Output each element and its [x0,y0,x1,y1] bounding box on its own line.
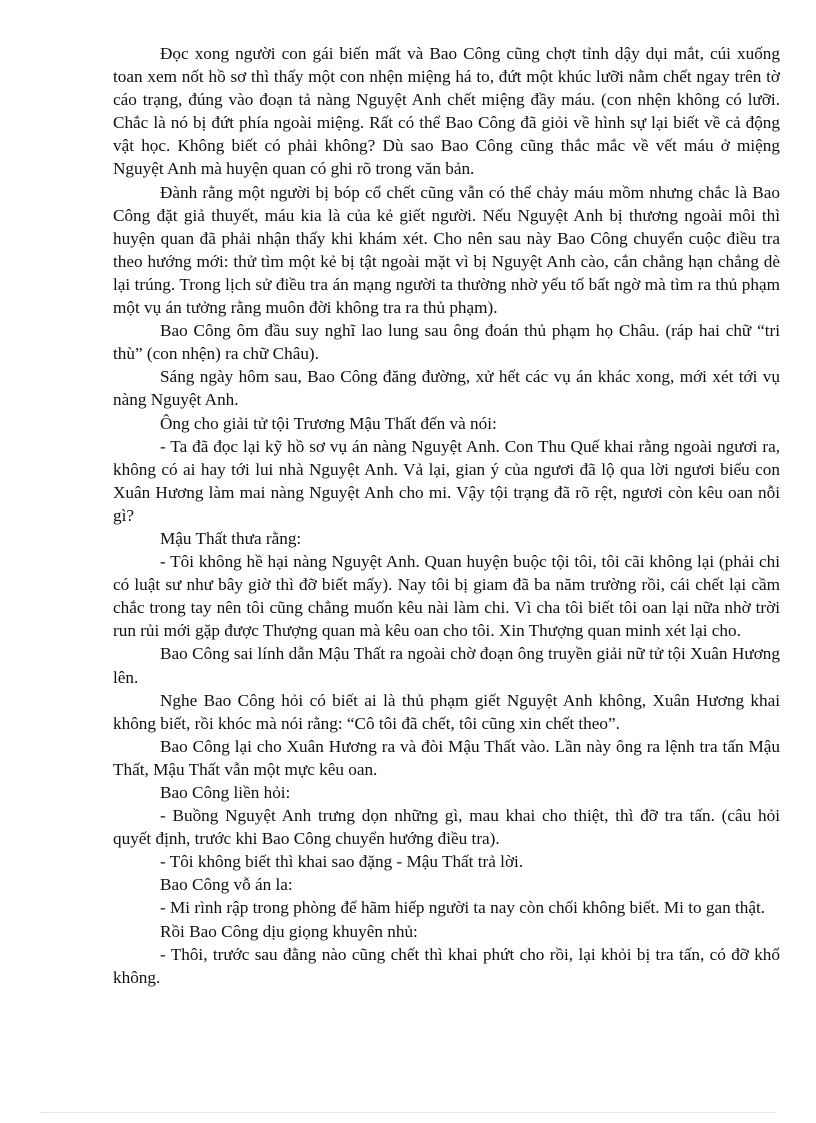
dialogue-paragraph: - Tôi không biết thì khai sao đặng - Mậu Thất trả lời. [160,852,524,872]
paragraph: Đọc xong người con gái biến mất và Bao Công cũng chợt tỉnh dậy dụi mắt, cúi xuống toan xem nốt hồ sơ thì thấy một con nhện miệng há to, đứt một khúc lưỡi nằm chết ngay trên tờ cáo trạng, đúng vào đoạn tả nàng Nguyệt Anh chết miệng đầy máu. (con nhện không có lưỡi. Chắc là nó bị đứt phía ngoài miệng. Rất có thể Bao Công đã giỏi về hình sự lại biết về cả động vật học. Không biết có phải không? Dù sao Bao Công cũng thắc mắc về vết máu ở miệng Nguyệt Anh mà huyện quan có ghi rõ trong văn bản. [113,44,780,179]
dialogue-paragraph: - Mi rình rập trong phòng để hãm hiếp người ta nay còn chối không biết. Mi to gan thật. [160,898,766,918]
paragraph: Bao Công sai lính dẫn Mậu Thất ra ngoài chờ đoạn ông truyền giải nữ tử tội Xuân Hương lên. [113,644,780,687]
dialogue-paragraph: - Thôi, trước sau đằng nào cũng chết thì khai phứt cho rồi, lại khỏi bị tra tấn, có đỡ khổ không. [113,944,780,987]
paragraph: Rồi Bao Công dịu giọng khuyên nhủ: [160,921,418,941]
paragraph: Mậu Thất thưa rằng: [160,528,302,548]
paragraph: Nghe Bao Công hỏi có biết ai là thủ phạm giết Nguyệt Anh không, Xuân Hương khai không biết, rồi khóc mà nói rằng: “Cô tôi đã chết, tôi cũng xin chết theo”. [113,690,780,733]
paragraph: Bao Công liền hỏi: [160,783,291,802]
paragraph: Bao Công lại cho Xuân Hương ra và đòi Mậu Thất vào. Lần này ông ra lệnh tra tấn Mậu Thất, Mậu Thất vẫn một mực kêu oan. [113,736,780,779]
page-bottom-divider [40,1112,776,1113]
paragraph: Bao Công vỗ án la: [160,875,293,895]
document-body [113,42,780,989]
paragraph: Bao Công ôm đầu suy nghĩ lao lung sau ông đoán thủ phạm họ Châu. (ráp hai chữ “tri thù” (con nhện) ra chữ Châu). [113,321,780,364]
paragraph: Ông cho giải tử tội Trương Mậu Thất đến và nói: [160,413,497,433]
dialogue-paragraph: - Tôi không hề hại nàng Nguyệt Anh. Quan huyện buộc tội tôi, tôi cãi không lại (phải chi có luật sư như bây giờ thì đỡ biết mấy). Nay tôi bị giam đã ba năm trường rồi, cái chết lại cầm chắc trong tay nên tôi cũng chẳng muốn kêu nài làm chi. Vì cha tôi biết tôi oan lại nữa nhờ trời run rủi mới gặp được Thượng quan mà kêu oan cho tôi. Xin Thượng quan minh xét lại cho. [113,552,780,641]
dialogue-paragraph: - Ta đã đọc lại kỹ hồ sơ vụ án nàng Nguyệt Anh. Con Thu Quế khai rằng ngoài ngươi ra, không có ai hay tới lui nhà Nguyệt Anh. Vả lại, gian ý của ngươi đã lộ qua lời ngươi biểu con Xuân Hương làm mai nàng Nguyệt Anh cho mi. Vậy tội trạng đã rõ rệt, ngươi còn kêu oan nỗi gì? [113,436,780,525]
dialogue-paragraph: - Buồng Nguyệt Anh trưng dọn những gì, mau khai cho thiệt, thì đỡ tra tấn. (câu hỏi quyết định, trước khi Bao Công chuyển hướng điều tra). [113,806,780,849]
paragraph: Đành rằng một người bị bóp cổ chết cũng vẫn có thể chảy máu mồm nhưng chắc là Bao Công đặt giả thuyết, máu kia là của kẻ giết người. Nếu Nguyệt Anh bị thương ngoài môi thì huyện quan đã phải nhận thấy khi khám xét. Cho nên sau này Bao Công chuyển cuộc điều tra theo hướng mới: thử tìm một kẻ bị tật ngoài mặt vì bị Nguyệt Anh cào, cắn chẳng hạn chẳng dè lại trúng. Trong lịch sử điều tra án mạng người ta thường nhờ yếu tố bất ngờ mà tìm ra thủ phạm một vụ án tưởng rằng muôn đời không tra ra thủ phạm). [113,182,780,318]
paragraph: Sáng ngày hôm sau, Bao Công đăng đường, xử hết các vụ án khác xong, mới xét tới vụ nàng Nguyệt Anh. [113,367,780,410]
